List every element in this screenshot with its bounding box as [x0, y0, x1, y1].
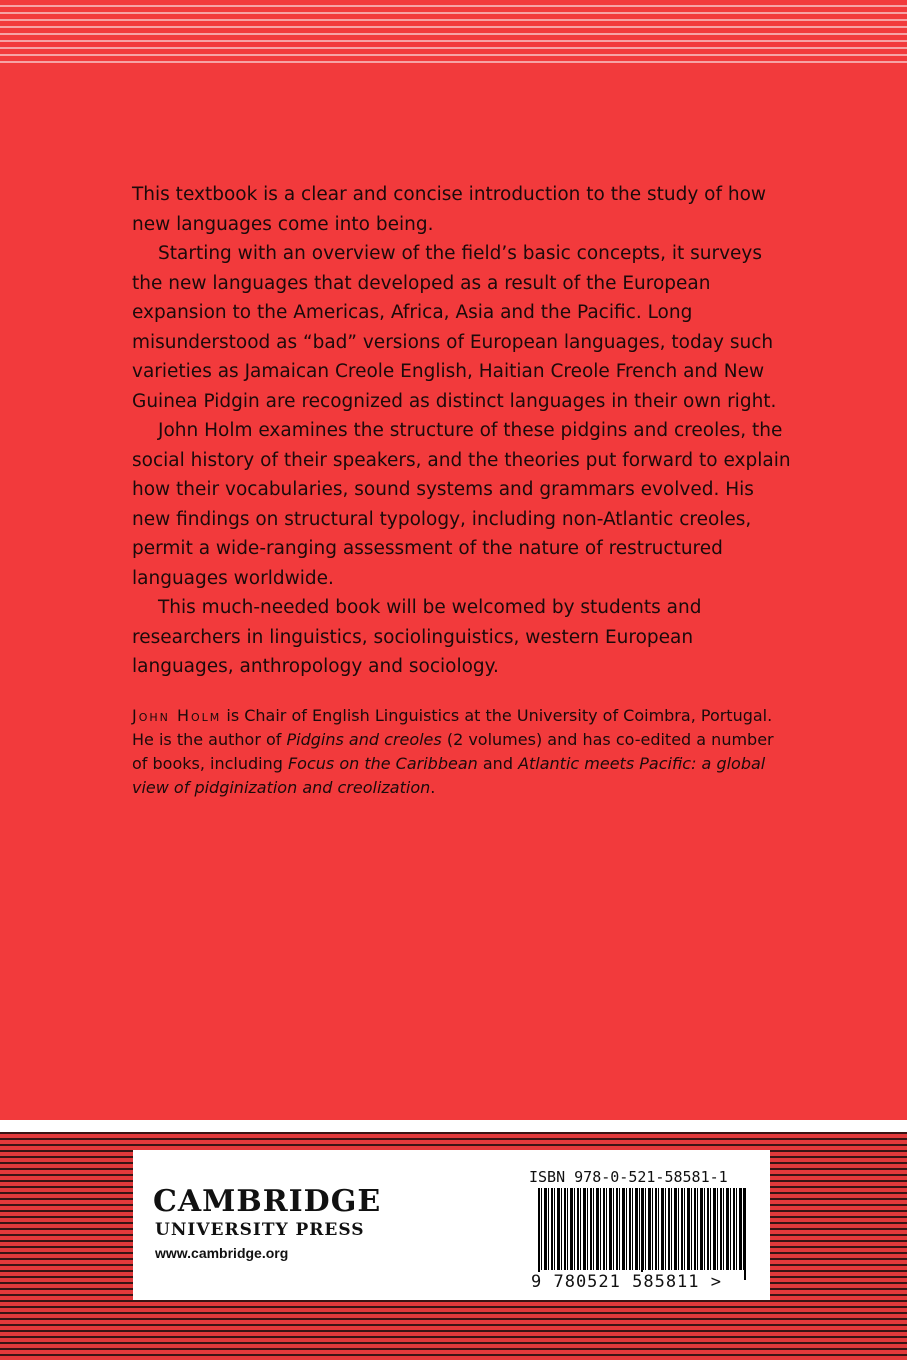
blurb-paragraph-1: This textbook is a clear and concise introduction to the study of how new languages come into being. [132, 184, 767, 235]
top-stripe-band [0, 0, 907, 68]
white-divider [0, 1120, 907, 1132]
blurb-paragraph-2: Starting with an overview of the field’s basic concepts, it surveys the new languages that developed as a result of the European expansion to the Americas, Africa, Asia and the Pacific. Long misunderstood as “bad” versions of European languages, today such varieties as Jamaican Creole English, Haitian Creole French and New Guinea Pidgin are recognized as distinct languages in their own right. [132, 243, 777, 412]
isbn-label: ISBN 978-0-521-58581-1 [529, 1168, 728, 1186]
bio-text-4: . [430, 778, 436, 797]
bio-text-3: and [477, 754, 519, 773]
author-bio [132, 704, 792, 800]
publisher-logo: CAMBRIDGE [153, 1184, 382, 1219]
bio-text-1: is Chair of English Linguistics at the University of Coimbra, Portugal. He is the author of [132, 706, 773, 749]
publisher-subtitle: UNIVERSITY PRESS [155, 1220, 365, 1240]
book-title-1: Pidgins and creoles [286, 730, 442, 749]
book-title-3: Atlantic meets Pacific: a global view of pidginization and creolization [132, 754, 766, 797]
publisher-website: www.cambridge.org [155, 1245, 289, 1261]
author-bio-paragraph [132, 704, 792, 800]
barcode-guard-left [538, 1188, 540, 1280]
bio-text-2: (2 volumes) and has co-edited a number of books, including [132, 730, 774, 773]
barcode-guard-center [641, 1188, 643, 1280]
barcode-digits: 9 780521 585811 > [531, 1272, 722, 1292]
publisher-panel [133, 1150, 770, 1300]
blurb-paragraph-3: John Holm examines the structure of these pidgins and creoles, the social history of their speakers, and the theories put forward to explain how their vocabularies, sound systems and grammars evolved. His new findings on structural typology, including non-Atlantic creoles, permit a wide-ranging assessment of the nature of restructured languages worldwide. [132, 420, 791, 589]
book-title-2: Focus on the Caribbean [287, 754, 478, 773]
barcode-guard-right [744, 1188, 746, 1280]
author-name: John Holm [132, 706, 222, 725]
book-blurb [132, 180, 792, 682]
blurb-paragraph-4: This much-needed book will be welcomed by students and researchers in linguistics, sociolinguistics, western European languages, anthropology and sociology. [132, 597, 702, 677]
